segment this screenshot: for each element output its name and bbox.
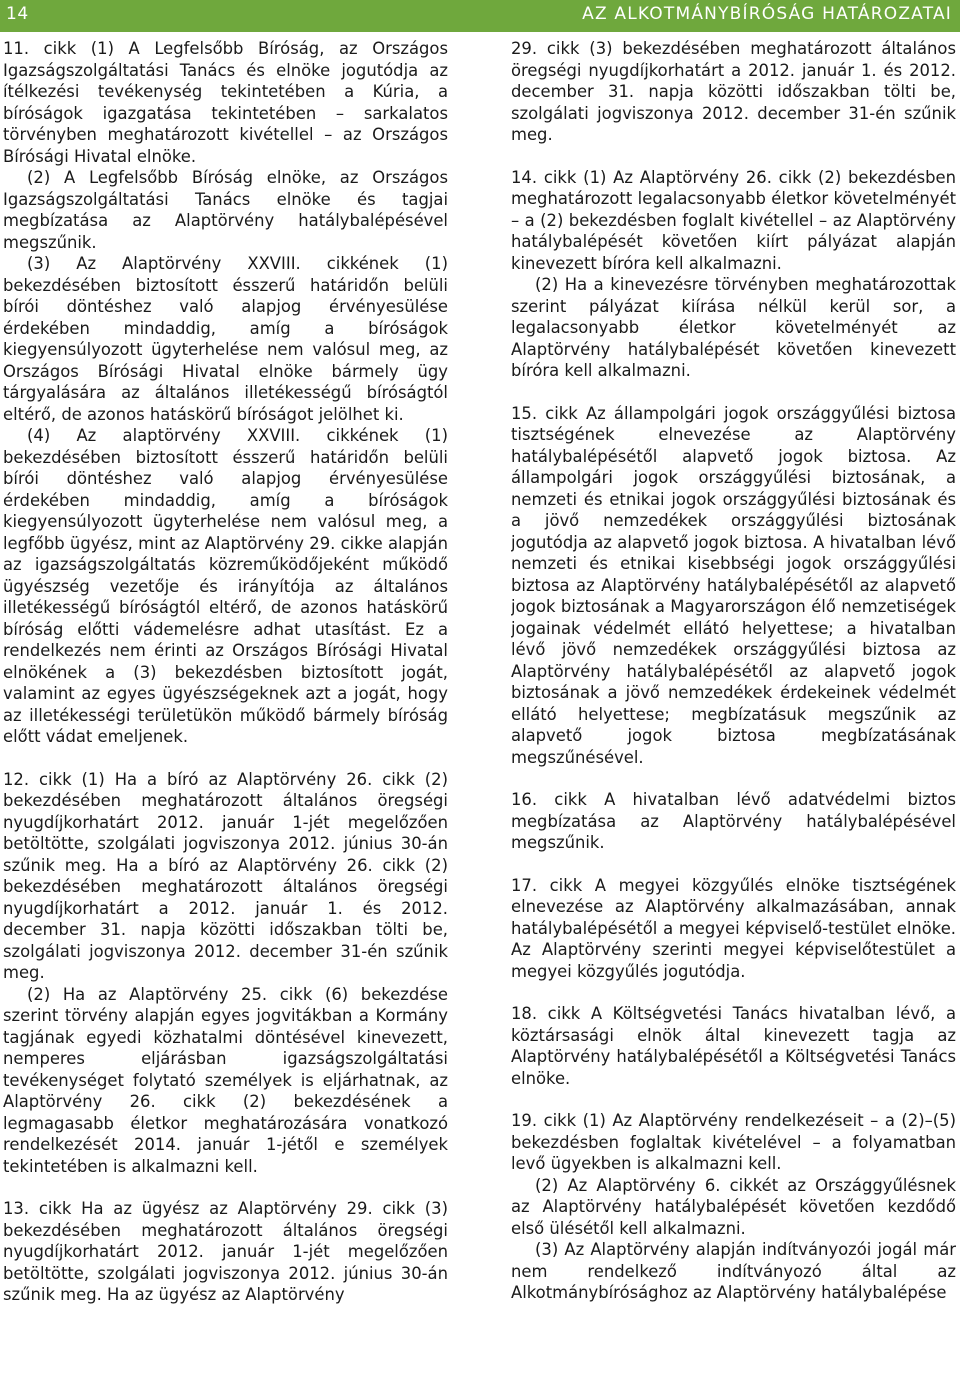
left-column — [3, 38, 448, 1390]
page-header-bar — [0, 0, 960, 32]
paragraph: 17. cikk A megyei közgyűlés elnöke tisztségének elnevezése az Alaptörvény alkalmazásában, annak hatálybalépésétől a megyei képviselő-testület elnöke. Az Alaptörvény szerinti megyei képviselőtestület a megyei közgyűlés jogutódja. — [511, 875, 956, 981]
page-number: 14 — [6, 4, 29, 24]
paragraph: 18. cikk A Költségvetési Tanács hivatalban lévő, a köztársasági elnök által kinevezett tagja az Alaptörvény hatálybalépésétől a Költségvetési Tanács elnöke. — [511, 1004, 956, 1088]
running-title: AZ ALKOTMÁNYBÍRÓSÁG HATÁROZATAI — [582, 4, 952, 24]
paragraph: 14. cikk (1) Az Alaptörvény 26. cikk (2) bekezdésben meghatározott legalacsonyabb életkor követelményét – a (2) bekezdésben foglalt kivétellel – az Alaptörvény hatálybalépését követően kiírt pályázat alapján kinevezett bíróra kell alkalmazni. — [511, 167, 956, 273]
paragraph: (2) Az Alaptörvény 6. cikkét az Országgyűlésnek az Alaptörvény hatálybalépését követően kezdődő első ülésétől kell alkalmazni. — [511, 1175, 956, 1238]
paragraph: 12. cikk (1) Ha a bíró az Alaptörvény 26. cikk (2) bekezdésében meghatározott általános öregségi nyugdíjkorhatárt 2012. január 1-jét megelőzően betöltötte, szolgálati jogviszonya 2012. június 30-án szűnik meg. Ha a bíró az Alaptörvény 26. cikk (2) bekezdésében meghatározott általános öregségi nyugdíjkorhatárt a 2012. január 1. és 2012. december 31. napja közötti időszakban tölti be, szolgálati jogviszonya 2012. december 31-én szűnik meg. — [3, 769, 448, 982]
paragraph: (3) Az Alaptörvény alapján indítványozói jogál már nem rendelkező indítványozó által az Alkotmánybírósághoz az Alaptörvény hatálybalépése — [511, 1240, 956, 1302]
paragraph: (2) Ha a kinevezésre törvényben meghatározottak szerint pályázat kiírása nélkül kerül sor, a legalacsonyabb életkor követelményét az Alaptörvény hatálybalépését követően kinevezett bíróra kell alkalmazni. — [511, 275, 956, 380]
paragraph: 15. cikk Az állampolgári jogok országgyűlési biztosa tisztségének elnevezése az Alaptörvény hatálybalépésétől alapvető jogok biztosa. Az állampolgári jogok országgyűlési biztosának, a nemzeti és etnikai jogok országgyűlési biztosának és a jövő nemzedékek országgyűlési biztosának jogutódja az alapvető jogok biztosa. A hivatalban lévő nemzeti és etnikai kisebbségi jogok országgyűlési biztosa az Alaptörvény hatálybalépésétől az alapvető jogok biztosának a Magyarországon élő nemzetiségek jogainak védelmét ellátó helyettese; a hivatalban lévő jövő nemzedékek országgyűlési biztosa az Alaptörvény hatálybalépésétől az alapvető jogok biztosának a jövő nemzedékek érdekeinek védelmét ellátó helyettese; megbízatásuk megszűnik az alapvető jogok biztosa megbízatásának megszűnésével. — [511, 403, 956, 767]
paragraph: (2) Ha az Alaptörvény 25. cikk (6) bekezdése szerint törvény alapján egyes jogvitákban a Kormány tagjának egyedi közhatalmi döntésével kinevezett, nemperes eljárásban igazságszolgáltatási tevékenységet folytató személyek is eljárhatnak, az Alaptörvény 26. cikk (2) bekezdésének a legmagasabb életkor meghatározására vonatkozó rendelkezését 2014. január 1-jétől e személyek tekintetében is alkalmazni kell. — [3, 984, 448, 1176]
paragraph: (2) A Legfelsőbb Bíróság elnöke, az Országos Igazságszolgáltatási Tanács elnöke és tagjai megbízatása az Alaptörvény hatálybalépésével megszűnik. — [3, 168, 448, 252]
paragraph: 16. cikk A hivatalban lévő adatvédelmi biztos megbízatása az Alaptörvény hatálybalépésével megszűnik. — [511, 790, 956, 852]
right-column — [511, 38, 956, 1390]
paragraph: 13. cikk Ha az ügyész az Alaptörvény 29. cikk (3) bekezdésében meghatározott általános öregségi nyugdíjkorhatárt 2012. január 1-jét megelőzően betöltötte, szolgálati jogviszonya 2012. június 30-án szűnik meg. Ha az ügyész az Alaptörvény — [3, 1199, 448, 1304]
paragraph: (4) Az alaptörvény XXVIII. cikkének (1) bekezdésében biztosított ésszerű határidőn belüli bírói döntéshez való alapjog érvényesülése érdekében mindaddig, amíg a bíróságok kiegyensúlyozott ügyterhelése nem valósul meg, a legfőbb ügyész, mint az Alaptörvény 29. cikke alapján az igazságszolgáltatás közreműködőjeként működő ügyészség vezetője és irányítója az általános illetékességű bíróságtól eltérő, de azonos hatáskörű bíróság előtti vádemelésre adhat utasítást. Ez a rendelkezés nem érinti az Országos Bírósági Hivatal elnökének a (3) bekezdésben biztosított jogát, valamint az egyes ügyészségeknek azt a jogát, hogy az illetékességi területükön működő bármely bíróság előtt vádat emeljenek. — [3, 426, 448, 746]
paragraph: 19. cikk (1) Az Alaptörvény rendelkezéseit – a (2)–(5) bekezdésben foglaltak kivételével – a folyamatban levő ügyekben is alkalmazni kell. — [511, 1111, 956, 1173]
paragraph: 11. cikk (1) A Legfelsőbb Bíróság, az Országos Igazságszolgáltatási Tanács és elnöke jogutódja az ítélkezési tevékenység tekintetében a Kúria, a bíróságok igazgatása tekintetében – sarkalatos törvényben meghatározott kivétellel – az Országos Bírósági Hivatal elnöke. — [3, 39, 448, 166]
paragraph: (3) Az Alaptörvény XXVIII. cikkének (1) bekezdésében biztosított ésszerű határidőn belüli bírói döntéshez való alapjog érvényesülése érdekében mindaddig, amíg a bíróságok kiegyensúlyozott ügyterhelése nem valósul meg, az Országos Bírósági Hivatal elnöke bármely ügy tárgyalására az általános illetékességű bíróságtól eltérő, de azonos hatáskörű bíróságot jelölhet ki. — [3, 254, 448, 424]
paragraph: 29. cikk (3) bekezdésében meghatározott általános öregségi nyugdíjkorhatárt a 2012. január 1. és 2012. december 31. napja közötti időszakban tölti be, szolgálati jogviszonya 2012. december 31-én szűnik meg. — [511, 39, 956, 144]
